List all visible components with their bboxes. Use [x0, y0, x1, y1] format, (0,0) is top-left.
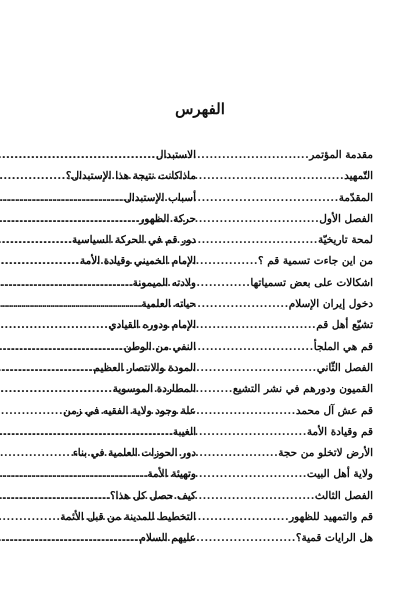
- toc-leader-dots: [0, 298, 141, 310]
- toc-entry: [40, 298, 196, 319]
- toc-entry: [201, 319, 373, 340]
- toc-entry-title: الإمام الخميني وقيادة الأمة: [79, 255, 196, 268]
- toc-entry: [201, 426, 373, 447]
- toc-entry-title: دخول إيران الإسلام: [288, 298, 373, 311]
- toc-entry: [40, 341, 196, 362]
- toc-right-column: [201, 149, 373, 554]
- toc-entry-title: حركة الظهور: [139, 212, 196, 225]
- toc-leader-dots: [0, 341, 124, 353]
- page-title: الفهرس: [175, 100, 225, 118]
- toc-entry: [40, 532, 196, 553]
- toc-entry-title: المطاردة الموسوية: [112, 383, 196, 396]
- toc-entry: [201, 447, 373, 468]
- toc-entry: [40, 383, 196, 404]
- toc-entry-title: قم وقيادة الأمة: [306, 425, 373, 438]
- toc-entry-title: قم هي الملجأ: [313, 340, 373, 353]
- toc-entry-title: الفصل الثّاني: [316, 361, 373, 374]
- toc-entry-title: الاستبدال: [155, 149, 196, 161]
- toc-entry-title: الفصل الثالث: [314, 489, 373, 502]
- toc-leader-dots: [0, 468, 147, 480]
- toc-entry-title: الأرض لاتخلو من حجة: [278, 447, 373, 460]
- toc-leader-dots: [0, 213, 139, 225]
- toc-entry-title: ولاية أهل البيت: [306, 468, 373, 481]
- toc-entry-title: وتهيئة الأمة: [147, 468, 196, 481]
- toc-entry-title: أسباب الإستبدال: [124, 191, 196, 204]
- toc-leader-dots: [0, 426, 173, 438]
- toc-entry: [40, 490, 196, 511]
- toc-entry: [201, 383, 373, 404]
- toc-entry-title: قم عش آل محمد: [295, 404, 373, 417]
- toc-leader-dots: [0, 532, 139, 544]
- toc-entry-title: الفصل الأول: [319, 212, 373, 225]
- toc-entry: [201, 362, 373, 383]
- toc-entry: [201, 298, 373, 319]
- toc-entry: [40, 319, 196, 340]
- toc-entry-title: التخطيط للمدينة من قبل الأئمة: [60, 511, 196, 524]
- toc-entry-title: دور الحوزات العلمية في بناء: [72, 447, 196, 460]
- toc-entry: [201, 255, 373, 276]
- toc-entry: [40, 255, 196, 276]
- toc-entry-title: ولادته الميمونة: [132, 276, 196, 289]
- toc-entry: [40, 511, 196, 532]
- toc-entry-title: النفي من الوطن: [123, 340, 196, 353]
- toc-entry: [201, 532, 373, 553]
- toc-entry-title: اشكالات على بعض تسمياتها: [250, 276, 373, 289]
- toc-leader-dots: [0, 277, 133, 289]
- toc-entry-title: دور قم في الحركة السياسية: [72, 234, 196, 247]
- toc-entry: [40, 468, 196, 489]
- toc-entry: [40, 192, 196, 213]
- toc-entry: [40, 447, 196, 468]
- toc-entry-title: علة وجود ولاية الفقيه في زمن: [63, 404, 196, 417]
- toc-entry-title: كيف حصل كل هذا؟: [109, 489, 196, 502]
- toc-entry-title: التّمهيد: [344, 170, 373, 183]
- toc-leader-dots: [0, 192, 124, 204]
- toc-leader-dots: [0, 149, 156, 161]
- toc-entry: [201, 213, 373, 234]
- toc-left-column: [40, 149, 196, 554]
- toc-entry-title: من اين جاءت تسمية قم ؟: [258, 255, 373, 268]
- toc-entry: [201, 170, 373, 191]
- toc-leader-dots: [0, 383, 113, 395]
- toc-entry: [201, 234, 373, 255]
- toc-entry-title: قم والتمهيد للظهور: [289, 511, 373, 524]
- toc-leader-dots: [0, 362, 94, 374]
- toc-leader-dots: [0, 255, 80, 267]
- toc-entry: [40, 170, 196, 191]
- toc-entry: [40, 234, 196, 255]
- toc-entry-title: هل الرايات قمية؟: [295, 532, 373, 545]
- toc-entry-title: المودة والانتصار العظيم: [93, 361, 196, 374]
- toc-leader-dots: [0, 319, 108, 331]
- toc-entry-title: المقدّمة: [338, 191, 373, 204]
- toc-entry-title: مقدمة المؤتمر: [309, 149, 373, 161]
- toc-entry: [40, 362, 196, 383]
- toc-entry: [201, 468, 373, 489]
- toc-entry: [201, 149, 373, 170]
- toc-entry: [40, 405, 196, 426]
- toc-entry: [201, 490, 373, 511]
- toc-entry: [201, 341, 373, 362]
- toc-entry: [40, 149, 196, 170]
- toc-entry: [40, 426, 196, 447]
- toc-entry-title: لمحة تاريخيّة: [317, 234, 373, 247]
- toc-leader-dots: [0, 490, 110, 502]
- toc-entry: [201, 511, 373, 532]
- toc-leader-dots: [0, 170, 66, 182]
- toc-entry-title: القميون ودورهم في نشر التشيع: [232, 383, 373, 396]
- toc-entry: [40, 277, 196, 298]
- toc-entry-title: تشيّع أهل قم: [316, 319, 373, 332]
- toc-entry-title: حياته العلمية: [141, 298, 196, 311]
- toc-entry-title: ماذاكانت نتيجة هذا الإستبدال؟: [65, 170, 196, 183]
- toc-leader-dots: [0, 234, 72, 246]
- toc-entry-title: عليهم السلام: [139, 532, 196, 545]
- toc-entry: [201, 405, 373, 426]
- toc-entry: [201, 277, 373, 298]
- toc-entry-title: الغيبة: [172, 425, 196, 438]
- toc-entry-title: الإمام ودوره القيادي: [108, 319, 196, 332]
- toc-entry: [201, 192, 373, 213]
- toc-entry: [40, 213, 196, 234]
